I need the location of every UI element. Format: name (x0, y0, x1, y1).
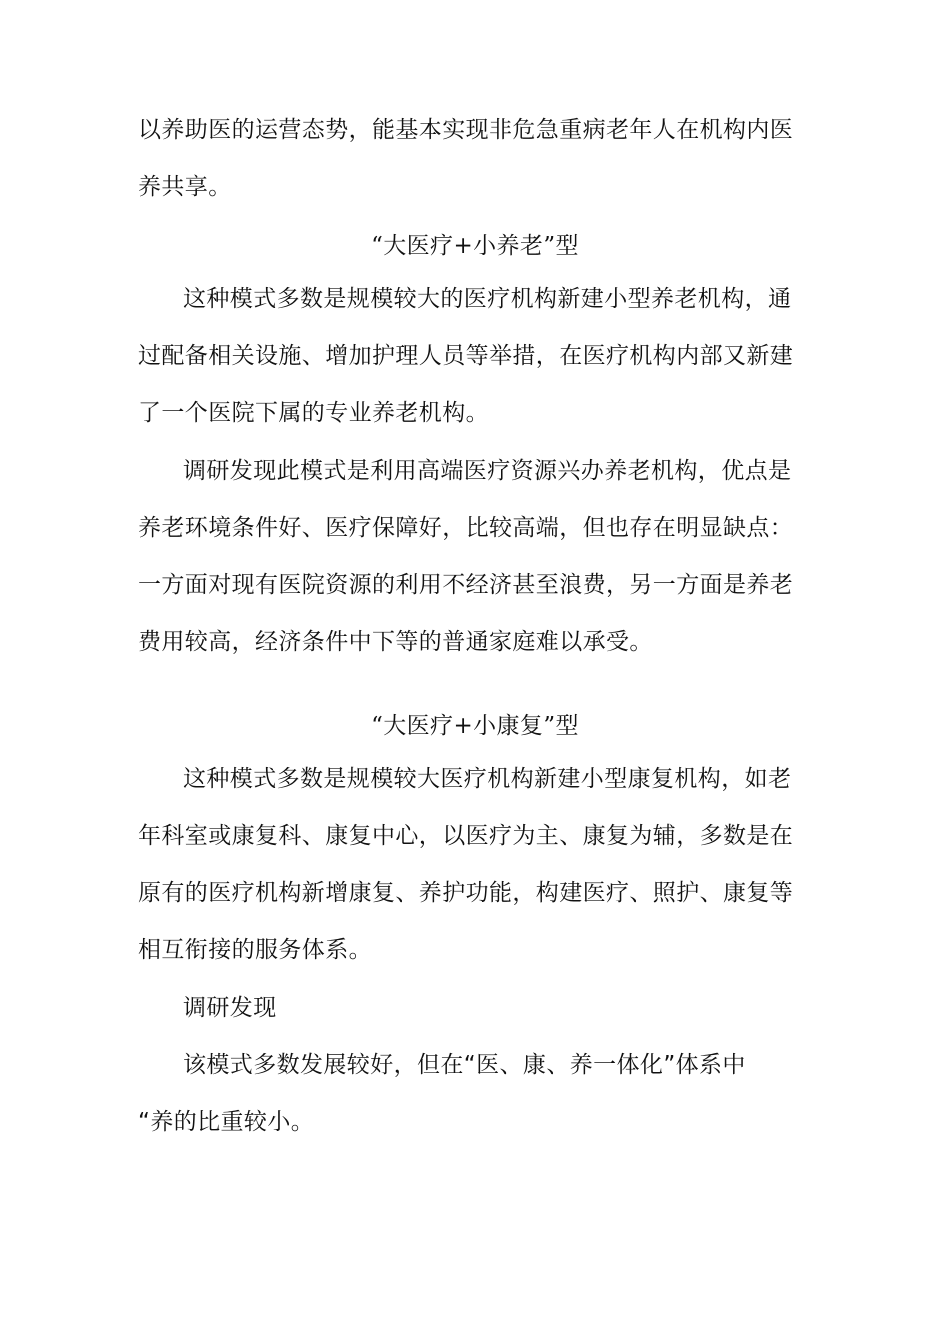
paragraph-line: 相互衔接的服务体系。 (138, 937, 372, 963)
paragraph-line: 该模式多数发展较好，但在“医、康、养一体化”体系中 (183, 1052, 746, 1078)
paragraph-line: 调研发现此模式是利用高端医疗资源兴办养老机构，优点是 (183, 458, 792, 484)
paragraph-line: 过配备相关设施、增加护理人员等举措，在医疗机构内部又新建 (138, 343, 794, 369)
paragraph-line: 这种模式多数是规模较大的医疗机构新建小型养老机构，通 (183, 286, 792, 312)
subheading: 调研发现 (183, 995, 277, 1021)
paragraph-line: 一方面对现有医院资源的利用不经济甚至浪费，另一方面是养老 (138, 572, 794, 598)
paragraph-line: 养老环境条件好、医疗保障好，比较高端，但也存在明显缺点： (138, 515, 794, 541)
paragraph-line: 这种模式多数是规模较大医疗机构新建小型康复机构，如老 (183, 766, 792, 792)
paragraph-line: 以养助医的运营态势，能基本实现非危急重病老年人在机构内医 (138, 117, 794, 143)
paragraph-line: “养的比重较小。 (138, 1109, 315, 1135)
paragraph-line: 养共享。 (138, 174, 232, 200)
section-heading: “大医疗+小康复”型 (371, 713, 579, 739)
section-heading: “大医疗+小养老”型 (371, 233, 579, 259)
paragraph-line: 费用较高，经济条件中下等的普通家庭难以承受。 (138, 629, 653, 655)
paragraph-line: 年科室或康复科、康复中心，以医疗为主、康复为辅，多数是在 (138, 823, 794, 849)
paragraph-line: 了一个医院下属的专业养老机构。 (138, 400, 489, 426)
paragraph-line: 原有的医疗机构新增康复、养护功能，构建医疗、照护、康复等 (138, 880, 794, 906)
